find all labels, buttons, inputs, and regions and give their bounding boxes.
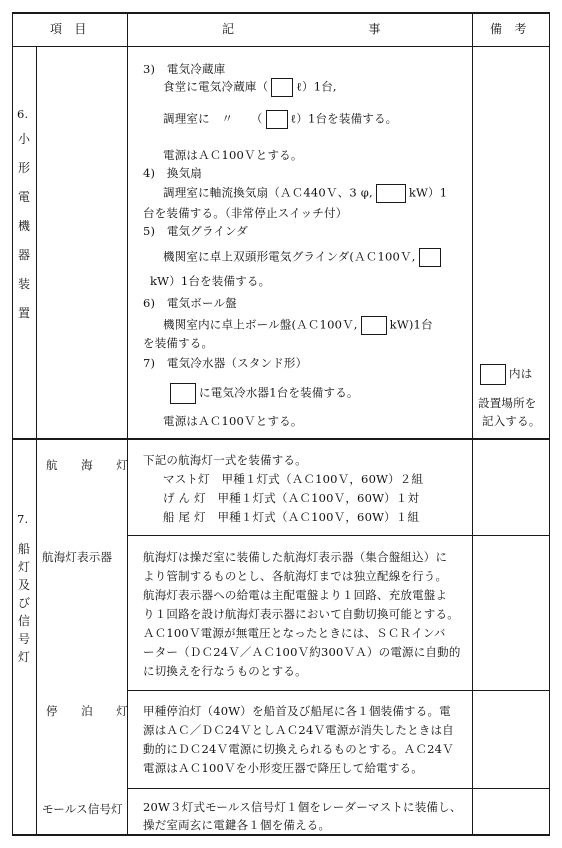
text-line: を装備する。 (143, 336, 214, 350)
text-line: 操だ室両玄に電鍵各１個を備える。 (143, 818, 331, 832)
row-divider-3 (127, 788, 550, 789)
label-column-border (36, 46, 37, 836)
text-line: 電源はＡＣ100Ｖとする。 (163, 148, 303, 162)
table-top-border (12, 12, 550, 14)
text-line: 動的にＤＣ24Ｖ電源に切換えられるものとする。ＡＣ24Ｖ (143, 742, 454, 756)
item-label: 停 泊 灯 (46, 704, 128, 718)
text-line: マスト灯 甲種１灯式（ＡＣ100Ｖ，60W）２組 (163, 472, 424, 486)
text-line: 20W３灯式モールス信号灯１個をレーダーマストに装備し、 (143, 800, 462, 814)
text-line: 甲種停泊灯（40W）を船首及び船尾に各１個装備する。電 (143, 704, 451, 718)
section7-char: 灯 (17, 650, 30, 664)
header-content: 記 事 (222, 22, 381, 36)
text-fragment: 調理室に軸流換気扇（ＡＣ440Ｖ、3 φ, (163, 185, 373, 200)
section6-char: 電 (17, 190, 30, 204)
text-line (163, 78, 337, 97)
section6-char: 装 (17, 277, 30, 291)
section7-char: び (17, 596, 30, 610)
section6-vertical-label (17, 132, 31, 335)
section6-char: 置 (17, 306, 30, 320)
text-line: 源はＡＣ／ＤＣ24ＶとしＡＣ24Ｖ電源が消失したときは自 (143, 723, 454, 737)
blank-field (480, 364, 506, 385)
section7-char: 号 (17, 632, 30, 646)
text-line: 航海灯表示器への給電は主配電盤より１回路、充放電盤よ (143, 588, 448, 602)
section6-char: 器 (17, 248, 30, 262)
remarks-line: 設置場所を (478, 396, 537, 410)
blank-field (376, 184, 406, 203)
text-line (163, 110, 397, 129)
blank-field (170, 383, 196, 404)
text-line: kW）1台を装備する。 (150, 274, 271, 288)
text-line: げ ん 灯 甲種１灯式（ＡＣ100Ｖ，60W）１対 (163, 491, 420, 505)
table-bottom-border (12, 834, 550, 836)
item-label: 航海灯表示器 (42, 550, 113, 564)
table-left-border (12, 12, 13, 836)
text-line: より管制するものとし、各航海灯までは独立配線を行う。 (143, 569, 448, 583)
section6-char: 小 (17, 132, 30, 146)
blank-field (271, 78, 293, 97)
section7-char: 信 (17, 614, 30, 628)
row-divider-1 (127, 535, 550, 536)
text-line (163, 316, 433, 335)
remarks-line: 記入する。 (482, 414, 541, 428)
text-fragment: に電気冷水器1台を装備する。 (199, 385, 359, 400)
section7-char: 船 (17, 542, 30, 556)
text-line: 台を装備する。（非常停止スイッチ付） (143, 206, 348, 220)
spec-table (12, 12, 550, 836)
text-line: ＡＣ100Ｖ電源が無電圧となったときには、ＳＣＲインバ (143, 626, 446, 640)
text-fragment: 調理室に 〃 （ (163, 111, 263, 126)
text-fragment: 食堂に電気冷蔵庫（ (163, 79, 269, 94)
text-fragment: kW）1 (408, 185, 448, 200)
text-fragment: 内は (509, 366, 533, 381)
text-fragment: 機関室内に卓上ボール盤(ＡＣ100Ｖ, (163, 317, 358, 332)
text-line: に切換えを行なうものとする。 (143, 664, 307, 678)
section7-char: 灯 (17, 560, 30, 574)
section7-vertical-label (17, 542, 31, 668)
header-remarks: 備 考 (490, 22, 527, 36)
blank-field (419, 248, 441, 267)
text-line: 船 尾 灯 甲種１灯式（ＡＣ100Ｖ，60W）１組 (163, 510, 420, 524)
text-line: 7) 電気冷水器（スタンド形） (143, 356, 308, 370)
section7-number: 7. (17, 512, 29, 526)
text-line: り１回路を設け航海灯表示器において自動切換可能とする。 (143, 607, 459, 621)
section6-number: 6. (17, 107, 29, 121)
header-bottom-border (12, 46, 550, 47)
text-line: 3) 電気冷蔵庫 (143, 62, 226, 76)
text-line: 下記の航海灯一式を装備する。 (143, 453, 307, 467)
blank-field (266, 110, 288, 129)
item-label: モールス信号灯 (42, 802, 123, 816)
text-line (163, 184, 447, 203)
header-item: 項 目 (50, 22, 87, 36)
section-divider (12, 438, 550, 440)
text-fragment: kW)1台 (389, 317, 433, 332)
text-line: 電源はＡＣ100Ｖとする。 (163, 414, 303, 428)
item-label: 航 海 灯 (46, 458, 128, 472)
text-line: 電源はＡＣ100Ｖを小形変圧器で降圧して給電する。 (143, 761, 423, 775)
content-column-border (472, 12, 473, 836)
section7-char: 及 (17, 578, 30, 592)
text-line: 6) 電気ボール盤 (143, 296, 237, 310)
text-fragment: ℓ）1台を装備する。 (290, 111, 398, 126)
table-right-border (549, 12, 550, 836)
text-line: 航海灯は操だ室に装備した航海灯表示器（集合盤組込）に (143, 550, 448, 564)
blank-field (361, 316, 387, 335)
text-line (163, 248, 444, 267)
row-divider-2 (127, 690, 550, 691)
text-line: 4) 換気扇 (143, 166, 203, 180)
text-line (170, 383, 359, 404)
text-line: ーター（ＤＣ24Ｖ／ＡＣ100Ｖ約300ＶＡ）の電源に自動的 (143, 645, 461, 659)
section6-char: 機 (17, 219, 30, 233)
text-fragment: ℓ）1台, (296, 79, 337, 94)
remarks-line (480, 364, 532, 385)
text-line: 5) 電気グラインダ (143, 224, 248, 238)
section6-char: 形 (17, 161, 30, 175)
text-fragment: 機関室に卓上双頭形電気グラインダ(ＡＣ100Ｖ, (163, 249, 416, 264)
